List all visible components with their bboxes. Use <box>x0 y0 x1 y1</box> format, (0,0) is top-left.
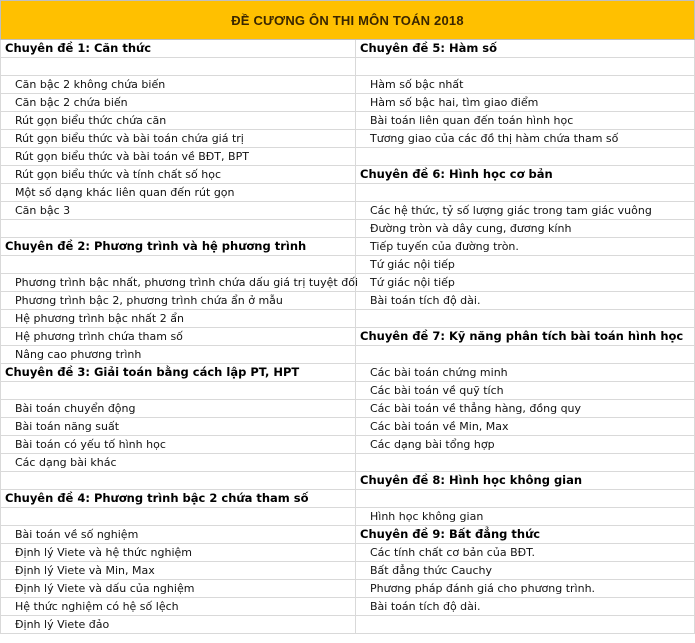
subtopic-cell[interactable]: Các dạng bài khác <box>0 454 356 472</box>
cell-grid <box>0 40 695 634</box>
topic-header-cell[interactable]: Chuyên đề 7: Kỹ năng phân tích bài toán hình học <box>356 328 695 346</box>
subtopic-cell[interactable]: Định lý Viete và Min, Max <box>0 562 356 580</box>
empty-cell[interactable] <box>0 382 356 400</box>
empty-cell[interactable] <box>356 148 695 166</box>
subtopic-cell[interactable]: Rút gọn biểu thức và bài toán chứa giá trị <box>0 130 356 148</box>
empty-cell[interactable] <box>356 58 695 76</box>
sheet-row <box>0 436 695 454</box>
empty-cell[interactable] <box>0 472 356 490</box>
empty-cell[interactable] <box>356 184 695 202</box>
sheet-row <box>0 526 695 544</box>
sheet-row <box>0 328 695 346</box>
subtopic-cell[interactable]: Căn bậc 3 <box>0 202 356 220</box>
subtopic-cell[interactable]: Các tính chất cơ bản của BĐT. <box>356 544 695 562</box>
subtopic-cell[interactable]: Hệ phương trình chứa tham số <box>0 328 356 346</box>
sheet-row <box>0 58 695 76</box>
subtopic-cell[interactable]: Bài toán chuyển động <box>0 400 356 418</box>
topic-header-cell[interactable]: Chuyên đề 5: Hàm số <box>356 40 695 58</box>
sheet-row <box>0 562 695 580</box>
sheet-row <box>0 148 695 166</box>
sheet-row <box>0 220 695 238</box>
sheet-row <box>0 472 695 490</box>
sheet-row <box>0 346 695 364</box>
subtopic-cell[interactable]: Tứ giác nội tiếp <box>356 256 695 274</box>
sheet-row <box>0 274 695 292</box>
empty-cell[interactable] <box>356 310 695 328</box>
subtopic-cell[interactable]: Tương giao của các đồ thị hàm chứa tham số <box>356 130 695 148</box>
empty-cell[interactable] <box>356 490 695 508</box>
empty-cell[interactable] <box>356 454 695 472</box>
subtopic-cell[interactable]: Một số dạng khác liên quan đến rút gọn <box>0 184 356 202</box>
subtopic-cell[interactable]: Định lý Viete đảo <box>0 616 356 634</box>
sheet-row <box>0 382 695 400</box>
sheet-row <box>0 310 695 328</box>
subtopic-cell[interactable]: Rút gọn biểu thức chứa căn <box>0 112 356 130</box>
sheet-row <box>0 616 695 634</box>
subtopic-cell[interactable]: Các bài toán về quỹ tích <box>356 382 695 400</box>
sheet-row <box>0 130 695 148</box>
subtopic-cell[interactable]: Bài toán có yếu tố hình học <box>0 436 356 454</box>
empty-cell[interactable] <box>356 616 695 634</box>
topic-header-cell[interactable]: Chuyên đề 2: Phương trình và hệ phương trình <box>0 238 356 256</box>
subtopic-cell[interactable]: Rút gọn biểu thức và tính chất số học <box>0 166 356 184</box>
subtopic-cell[interactable]: Bài toán tích độ dài. <box>356 292 695 310</box>
topic-header-cell[interactable]: Chuyên đề 4: Phương trình bậc 2 chứa tham số <box>0 490 356 508</box>
sheet-row <box>0 76 695 94</box>
subtopic-cell[interactable]: Hệ phương trình bậc nhất 2 ẩn <box>0 310 356 328</box>
subtopic-cell[interactable]: Căn bậc 2 không chứa biến <box>0 76 356 94</box>
sheet-row <box>0 454 695 472</box>
subtopic-cell[interactable]: Tứ giác nội tiếp <box>356 274 695 292</box>
sheet-row <box>0 598 695 616</box>
subtopic-cell[interactable]: Hàm số bậc hai, tìm giao điểm <box>356 94 695 112</box>
sheet-row <box>0 40 695 58</box>
sheet-row <box>0 580 695 598</box>
sheet-row <box>0 256 695 274</box>
subtopic-cell[interactable]: Định lý Viete và dấu của nghiệm <box>0 580 356 598</box>
empty-cell[interactable] <box>0 508 356 526</box>
subtopic-cell[interactable]: Bài toán năng suất <box>0 418 356 436</box>
topic-header-cell[interactable]: Chuyên đề 6: Hình học cơ bản <box>356 166 695 184</box>
subtopic-cell[interactable]: Rút gọn biểu thức và bài toán về BĐT, BPT <box>0 148 356 166</box>
subtopic-cell[interactable]: Nâng cao phương trình <box>0 346 356 364</box>
empty-cell[interactable] <box>0 256 356 274</box>
sheet-row <box>0 490 695 508</box>
subtopic-cell[interactable]: Phương trình bậc nhất, phương trình chứa dấu giá trị tuyệt đối <box>0 274 356 292</box>
subtopic-cell[interactable]: Phương trình bậc 2, phương trình chứa ẩn ở mẫu <box>0 292 356 310</box>
subtopic-cell[interactable]: Bài toán tích độ dài. <box>356 598 695 616</box>
subtopic-cell[interactable]: Các hệ thức, tỷ số lượng giác trong tam giác vuông <box>356 202 695 220</box>
empty-cell[interactable] <box>356 346 695 364</box>
subtopic-cell[interactable]: Hàm số bậc nhất <box>356 76 695 94</box>
sheet-row <box>0 292 695 310</box>
subtopic-cell[interactable]: Các bài toán về Min, Max <box>356 418 695 436</box>
sheet-row <box>0 166 695 184</box>
subtopic-cell[interactable]: Hình học không gian <box>356 508 695 526</box>
subtopic-cell[interactable]: Các dạng bài tổng hợp <box>356 436 695 454</box>
subtopic-cell[interactable]: Các bài toán về thẳng hàng, đồng quy <box>356 400 695 418</box>
sheet-row <box>0 184 695 202</box>
subtopic-cell[interactable]: Các bài toán chứng minh <box>356 364 695 382</box>
empty-cell[interactable] <box>0 58 356 76</box>
topic-header-cell[interactable]: Chuyên đề 8: Hình học không gian <box>356 472 695 490</box>
sheet-row <box>0 544 695 562</box>
title-cell[interactable] <box>0 0 695 40</box>
subtopic-cell[interactable]: Hệ thức nghiệm có hệ số lệch <box>0 598 356 616</box>
sheet-row <box>0 202 695 220</box>
topic-header-cell[interactable]: Chuyên đề 9: Bất đẳng thức <box>356 526 695 544</box>
subtopic-cell[interactable]: Đường tròn và dây cung, đương kính <box>356 220 695 238</box>
subtopic-cell[interactable]: Bài toán về số nghiệm <box>0 526 356 544</box>
topic-header-cell[interactable]: Chuyên đề 1: Căn thức <box>0 40 356 58</box>
subtopic-cell[interactable]: Tiếp tuyến của đường tròn. <box>356 238 695 256</box>
sheet-row <box>0 238 695 256</box>
sheet-row <box>0 364 695 382</box>
sheet-row <box>0 94 695 112</box>
sheet-title: ĐỀ CƯƠNG ÔN THI MÔN TOÁN 2018 <box>231 12 464 28</box>
subtopic-cell[interactable]: Bất đẳng thức Cauchy <box>356 562 695 580</box>
subtopic-cell[interactable]: Căn bậc 2 chứa biến <box>0 94 356 112</box>
empty-cell[interactable] <box>0 220 356 238</box>
sheet-row <box>0 418 695 436</box>
sheet-row <box>0 112 695 130</box>
subtopic-cell[interactable]: Bài toán liên quan đến toán hình học <box>356 112 695 130</box>
sheet-row <box>0 508 695 526</box>
topic-header-cell[interactable]: Chuyên đề 3: Giải toán bằng cách lập PT, HPT <box>0 364 356 382</box>
sheet-row <box>0 400 695 418</box>
subtopic-cell[interactable]: Định lý Viete và hệ thức nghiệm <box>0 544 356 562</box>
subtopic-cell[interactable]: Phương pháp đánh giá cho phương trình. <box>356 580 695 598</box>
